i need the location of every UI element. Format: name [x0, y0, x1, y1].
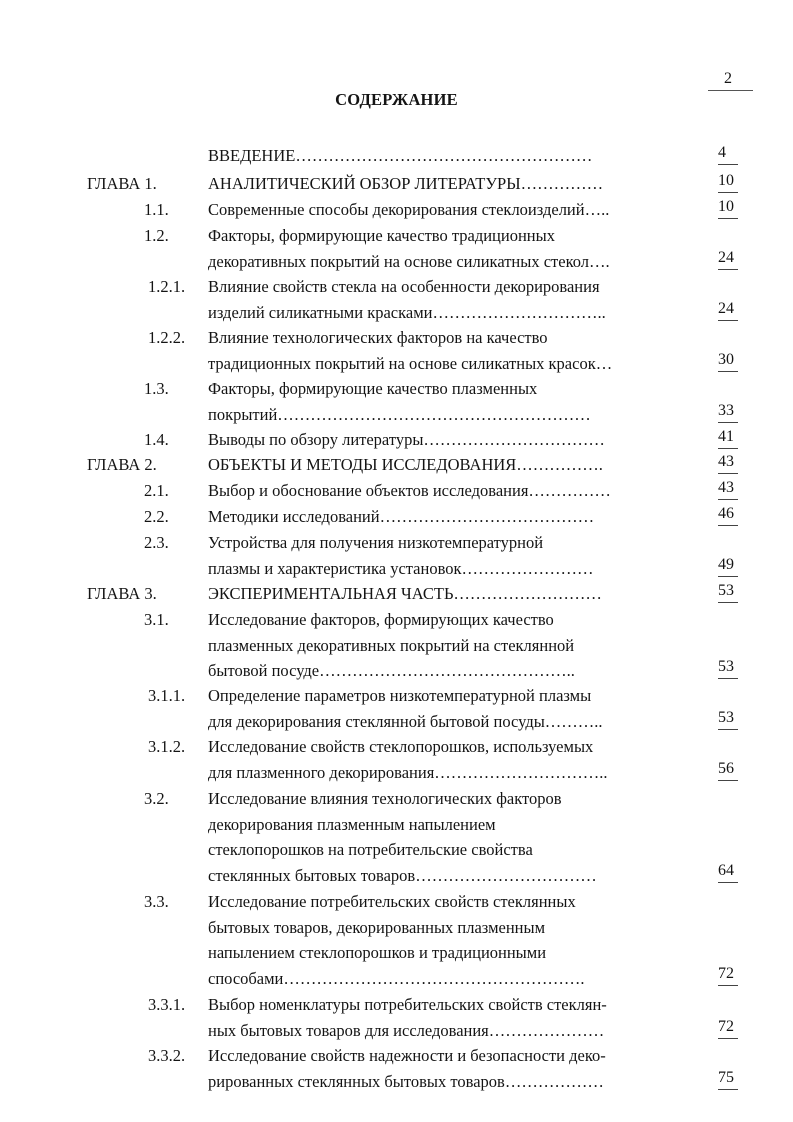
toc-entry-page-underline — [718, 422, 738, 423]
toc-entry-page-underline — [718, 473, 738, 474]
toc-entry-number: 3.1. — [144, 610, 169, 629]
toc-entry-page-underline — [718, 218, 738, 219]
toc-entry-page: 64 — [718, 862, 734, 879]
toc-entry-page-underline — [718, 269, 738, 270]
toc-entry-title-line: для плазменного декорирования………………………….. — [208, 762, 608, 782]
page-title: СОДЕРЖАНИЕ — [335, 90, 458, 109]
toc-entry-title-line: Устройства для получения низкотемпературной — [208, 533, 544, 552]
toc-entry-title-line: традиционных покрытий на основе силикатных красок… — [208, 353, 613, 373]
toc-entry-number: 1.2. — [144, 226, 169, 245]
toc-entry-page: 53 — [718, 709, 734, 726]
toc-entry-title-line: плазмы и характеристика установок…………………… — [208, 558, 594, 578]
toc-entry-title-line: стеклопорошков на потребительские свойства — [208, 840, 533, 859]
toc-entry-title-line: бытовой посуде……………………………………….. — [208, 661, 575, 680]
toc-entry-page: 33 — [718, 402, 734, 419]
toc-entry-title-line: декоративных покрытий на основе силикатных стекол…. — [208, 251, 610, 271]
toc-entry-title-line: Исследование потребительских свойств стеклянных — [208, 892, 576, 911]
toc-entry-title-line: рированных стеклянных бытовых товаров……………… — [208, 1071, 604, 1091]
toc-entry-number: 3.1.1. — [148, 686, 186, 705]
toc-entry-page-underline — [718, 499, 738, 500]
toc-entry-title-line: Исследование факторов, формирующих качество — [208, 610, 554, 629]
toc-entry-page-underline — [718, 525, 738, 526]
toc-entry-title-line: изделий силикатными красками………………………….. — [208, 302, 606, 322]
toc-entry-title-line: Исследование влияния технологических факторов — [208, 789, 562, 808]
toc-entry-page-underline — [718, 1038, 738, 1039]
toc-entry-number: 1.1. — [144, 200, 169, 219]
toc-entry-number: 3.3. — [144, 892, 169, 911]
toc-entry-page: 41 — [718, 428, 734, 445]
toc-entry-title-line: способами………………………………………………. — [208, 968, 585, 988]
toc-entry-page: 72 — [718, 1018, 734, 1035]
toc-entry-page-underline — [718, 448, 738, 449]
toc-entry-page: 49 — [718, 556, 734, 573]
toc-entry-title-line: покрытий………………………………………………… — [208, 404, 591, 424]
toc-entry-page: 24 — [718, 249, 734, 266]
toc-entry-page: 43 — [718, 453, 734, 470]
toc-entry-title-line: Влияние свойств стекла на особенности декорирования — [208, 277, 600, 296]
toc-entry-title-line: ЭКСПЕРИМЕНТАЛЬНАЯ ЧАСТЬ……………………… — [208, 584, 602, 603]
toc-entry-title-line: Исследование свойств надежности и безопасности деко- — [208, 1046, 606, 1065]
toc-entry-page-underline — [718, 1089, 738, 1090]
toc-entry-title-line: плазменных декоративных покрытий на стеклянной — [208, 635, 575, 655]
toc-entry-title-line: Методики исследований………………………………… — [208, 507, 595, 526]
toc-entry-page: 53 — [718, 658, 734, 675]
toc-entry-page: 46 — [718, 505, 734, 522]
toc-entry-page: 30 — [718, 351, 734, 368]
toc-entry-title-line: Выводы по обзору литературы…………………………… — [208, 430, 605, 449]
toc-entry-number: ГЛАВА 3. — [87, 584, 157, 603]
toc-entry-number: 1.2.1. — [148, 277, 186, 296]
toc-entry-page: 24 — [718, 300, 734, 317]
toc-entry-page-underline — [718, 576, 738, 577]
toc-entry-page: 56 — [718, 760, 734, 777]
toc-entry-title-line: Выбор и обоснование объектов исследования…………… — [208, 481, 611, 500]
toc-entry-page-underline — [718, 985, 738, 986]
toc-entry-number: 1.4. — [144, 430, 169, 449]
toc-entry-title-line: Влияние технологических факторов на качество — [208, 328, 548, 347]
toc-entry-number: 1.3. — [144, 379, 169, 398]
toc-entry-number: 2.1. — [144, 481, 169, 500]
toc-entry-title-line: стеклянных бытовых товаров…………………………… — [208, 865, 597, 885]
toc-entry-title-line: Определение параметров низкотемпературной плазмы — [208, 686, 592, 705]
toc-entry-page: 10 — [718, 198, 734, 215]
toc-entry-page-underline — [718, 882, 738, 883]
toc-entry-page-underline — [718, 678, 738, 679]
toc-entry-page: 72 — [718, 965, 734, 982]
toc-entry-title-line: для декорирования стеклянной бытовой посуды……….. — [208, 711, 603, 731]
toc-entry-page-underline — [718, 780, 738, 781]
toc-entry-page: 10 — [718, 172, 734, 189]
toc-entry-number: ГЛАВА 2. — [87, 455, 157, 474]
toc-entry-number: 3.1.2. — [148, 737, 186, 756]
toc-entry-page-underline — [718, 371, 738, 372]
toc-entry-page-underline — [718, 164, 738, 165]
toc-entry-page: 53 — [718, 582, 734, 599]
page-number: 2 — [724, 70, 732, 87]
toc-entry-page-underline — [718, 602, 738, 603]
toc-entry-title-line: ВВЕДЕНИЕ……………………………………………… — [208, 146, 593, 165]
toc-entry-title-line: Факторы, формирующие качество традиционных — [208, 226, 555, 245]
toc-entry-title-line: Выбор номенклатуры потребительских свойств стеклян- — [208, 995, 607, 1014]
toc-entry-page-underline — [718, 320, 738, 321]
toc-entry-title-line: Исследование свойств стеклопорошков, используемых — [208, 737, 594, 756]
toc-entry-number: 2.3. — [144, 533, 169, 552]
toc-entry-number: 3.3.2. — [148, 1046, 186, 1065]
toc-entry-title-line: декорирования плазменным напылением — [208, 814, 496, 834]
toc-entry-page: 4 — [718, 144, 726, 161]
toc-entry-title-line: бытовых товаров, декорированных плазменным — [208, 917, 546, 937]
toc-entry-title-line: напылением стеклопорошков и традиционными — [208, 943, 547, 962]
toc-entry-title-line: Современные способы декорирования стеклоизделий….. — [208, 200, 610, 219]
toc-entry-number: 1.2.2. — [148, 328, 186, 347]
toc-entry-number: 2.2. — [144, 507, 169, 526]
toc-entry-page-underline — [718, 729, 738, 730]
toc-entry-page: 43 — [718, 479, 734, 496]
toc-entry-title-line: ных бытовых товаров для исследования………………… — [208, 1020, 605, 1040]
toc-entry-title-line: АНАЛИТИЧЕСКИЙ ОБЗОР ЛИТЕРАТУРЫ…………… — [208, 174, 604, 193]
toc-entry-number: ГЛАВА 1. — [87, 174, 157, 193]
toc-entry-page: 75 — [718, 1069, 734, 1086]
toc-entry-page-underline — [718, 192, 738, 193]
toc-entry-number: 3.2. — [144, 789, 169, 808]
toc-entry-number: 3.3.1. — [148, 995, 186, 1014]
toc-entry-title-line: Факторы, формирующие качество плазменных — [208, 379, 538, 398]
toc-entry-title-line: ОБЪЕКТЫ И МЕТОДЫ ИССЛЕДОВАНИЯ……………. — [208, 455, 603, 474]
